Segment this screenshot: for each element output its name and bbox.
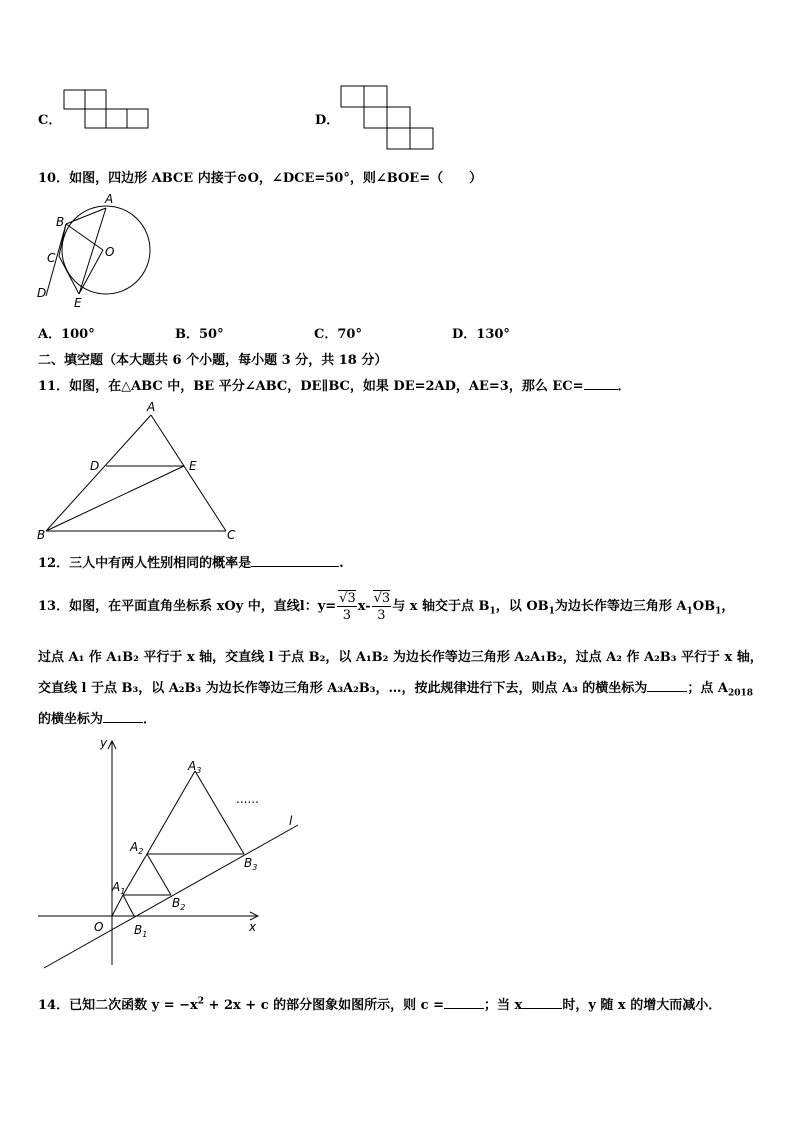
q13-a2-sub: 2 bbox=[138, 847, 144, 856]
q13-line-l: l bbox=[289, 814, 293, 828]
q13-b2-letter: B bbox=[172, 896, 181, 910]
option-d-label: D． bbox=[315, 113, 340, 128]
q13-a1-sub: 1 bbox=[120, 887, 126, 896]
q12-blank[interactable] bbox=[251, 554, 339, 567]
q13-part1: 13．如图，在平面直角坐标系 xOy 中，直线l：y= bbox=[38, 599, 337, 614]
q13-blank-2[interactable] bbox=[103, 710, 143, 723]
q10-figure bbox=[30, 188, 160, 312]
q10-label-d: D bbox=[37, 286, 47, 300]
option-c-label: C． bbox=[38, 113, 62, 128]
q13-label-a1 bbox=[111, 880, 125, 896]
q13-blank-1[interactable] bbox=[647, 679, 687, 692]
q13-b2-sub: 2 bbox=[180, 903, 186, 912]
q13-line4a: 的横坐标为 bbox=[38, 712, 104, 727]
q13-b3-sub: 3 bbox=[252, 863, 258, 872]
q11-blank[interactable] bbox=[584, 377, 618, 390]
q13-sub-ob1: 1 bbox=[548, 606, 555, 617]
q13-origin: O bbox=[94, 920, 104, 934]
q14-part4: 时，y 随 x 的增大而减小． bbox=[562, 998, 722, 1013]
q11-label-d: D bbox=[90, 459, 100, 473]
q13-sub-ob1b: 1 bbox=[715, 606, 722, 617]
q11-end: ． bbox=[617, 379, 631, 394]
q13-sub-a1: 1 bbox=[686, 606, 693, 617]
q13-label-b2 bbox=[172, 896, 185, 912]
q13-b1-sub: 1 bbox=[142, 930, 148, 939]
q12-end: . bbox=[339, 556, 344, 571]
q11-label-b: B bbox=[37, 528, 46, 542]
q13-figure bbox=[30, 733, 310, 973]
q11-label-e: E bbox=[189, 459, 197, 473]
q10-option-c: C．70° bbox=[314, 327, 362, 342]
q13-part2: 与 x 轴交于点 B bbox=[392, 599, 490, 614]
q13-label-b1 bbox=[134, 923, 147, 939]
q12-text bbox=[38, 552, 344, 571]
q13-a1-letter: A bbox=[112, 880, 121, 894]
q10-label-o: O bbox=[105, 245, 115, 259]
q13-line4b: ． bbox=[143, 712, 157, 727]
q10-label-c: C bbox=[47, 251, 56, 265]
q13-label-b3 bbox=[244, 856, 257, 872]
q12-stem: 12．三人中有两人性别相同的概率是 bbox=[38, 556, 252, 571]
q13-label-a3 bbox=[187, 759, 201, 775]
q11-label-c: C bbox=[227, 528, 236, 542]
q13-frac-2 bbox=[372, 592, 392, 622]
q14-text bbox=[38, 994, 721, 1013]
q13-part4: 为边长作等边三角形 A bbox=[554, 599, 687, 614]
q14-blank-1[interactable] bbox=[444, 996, 484, 1009]
q13-line3b: ；点 A bbox=[687, 681, 728, 696]
section-2-title: 二、填空题（本大题共 6 个小题，每小题 3 分，共 18 分） bbox=[38, 353, 388, 368]
q13-line3a: 交直线 l 于点 B₃，以 A₂B₃ 为边长作等边三角形 A₃A₂B₃，…，按此规律进行下去，则点 A₃ 的横坐标为 bbox=[38, 681, 648, 696]
q13-axis-x: x bbox=[249, 920, 257, 934]
q10-label-b: B bbox=[56, 215, 65, 229]
q13-line-1 bbox=[38, 590, 734, 629]
q11-stem: 11．如图，在△ABC 中，BE 平分∠ABC，DE∥BC，如果 DE=2AD，AE=3，那么 EC= bbox=[38, 379, 584, 394]
q10-option-d: D．130° bbox=[452, 327, 510, 342]
q11-figure bbox=[34, 398, 244, 544]
q13-part6: ， bbox=[721, 599, 735, 614]
q13-label-a2 bbox=[129, 840, 143, 856]
q14-part1: 14．已知二次函数 y = −x bbox=[38, 998, 198, 1013]
q14-part2: + 2x + c 的部分图象如图所示，则 c = bbox=[204, 998, 445, 1013]
q13-frac-1 bbox=[337, 592, 357, 622]
q13-dots: ...... bbox=[236, 792, 259, 806]
q11-text bbox=[38, 375, 631, 394]
q11-label-a: A bbox=[147, 400, 156, 414]
q13-den-1: 3 bbox=[342, 607, 352, 623]
q10-option-b: B．50° bbox=[175, 327, 224, 342]
q13-line-2: 过点 A₁ 作 A₁B₂ 平行于 x 轴，交直线 l 于点 B₂，以 A₁B₂ 为边长作等边三角形 A₂A₁B₂，过点 A₂ 作 A₂B₃ 平行于 x 轴， bbox=[38, 650, 763, 665]
q14-part3: ；当 x bbox=[484, 998, 523, 1013]
q13-line-4 bbox=[38, 708, 156, 727]
q10-text: 10．如图，四边形 ABCE 内接于⊙O，∠DCE=50°，则∠BOE=（ ） bbox=[38, 171, 483, 186]
option-c-figure bbox=[60, 88, 150, 132]
q13-b1-letter: B bbox=[134, 923, 143, 937]
q13-line-3 bbox=[38, 677, 753, 699]
q10-option-a: A．100° bbox=[38, 327, 95, 342]
q13-b3-letter: B bbox=[244, 856, 253, 870]
q13-sqrt-2: √3 bbox=[373, 590, 391, 606]
q10-label-e: E bbox=[74, 296, 82, 310]
q13-sub-b1: 1 bbox=[489, 606, 496, 617]
option-d-figure bbox=[338, 84, 434, 150]
q13-a3-sub: 3 bbox=[196, 766, 202, 775]
q13-a2-letter: A bbox=[130, 840, 139, 854]
q13-part3: ，以 OB bbox=[495, 599, 549, 614]
q13-axis-y: y bbox=[100, 736, 108, 750]
q13-sqrt-1: √3 bbox=[339, 590, 356, 606]
q14-sup: 2 bbox=[197, 996, 205, 1007]
q14-blank-2[interactable] bbox=[522, 996, 562, 1009]
q13-part5: OB bbox=[692, 599, 716, 614]
q10-label-a: A bbox=[105, 192, 114, 206]
q13-x-minus: x- bbox=[357, 599, 371, 614]
q13-den-2: 3 bbox=[377, 607, 386, 623]
q13-a3-letter: A bbox=[188, 759, 197, 773]
q13-sub-2018: 2018 bbox=[727, 688, 753, 699]
